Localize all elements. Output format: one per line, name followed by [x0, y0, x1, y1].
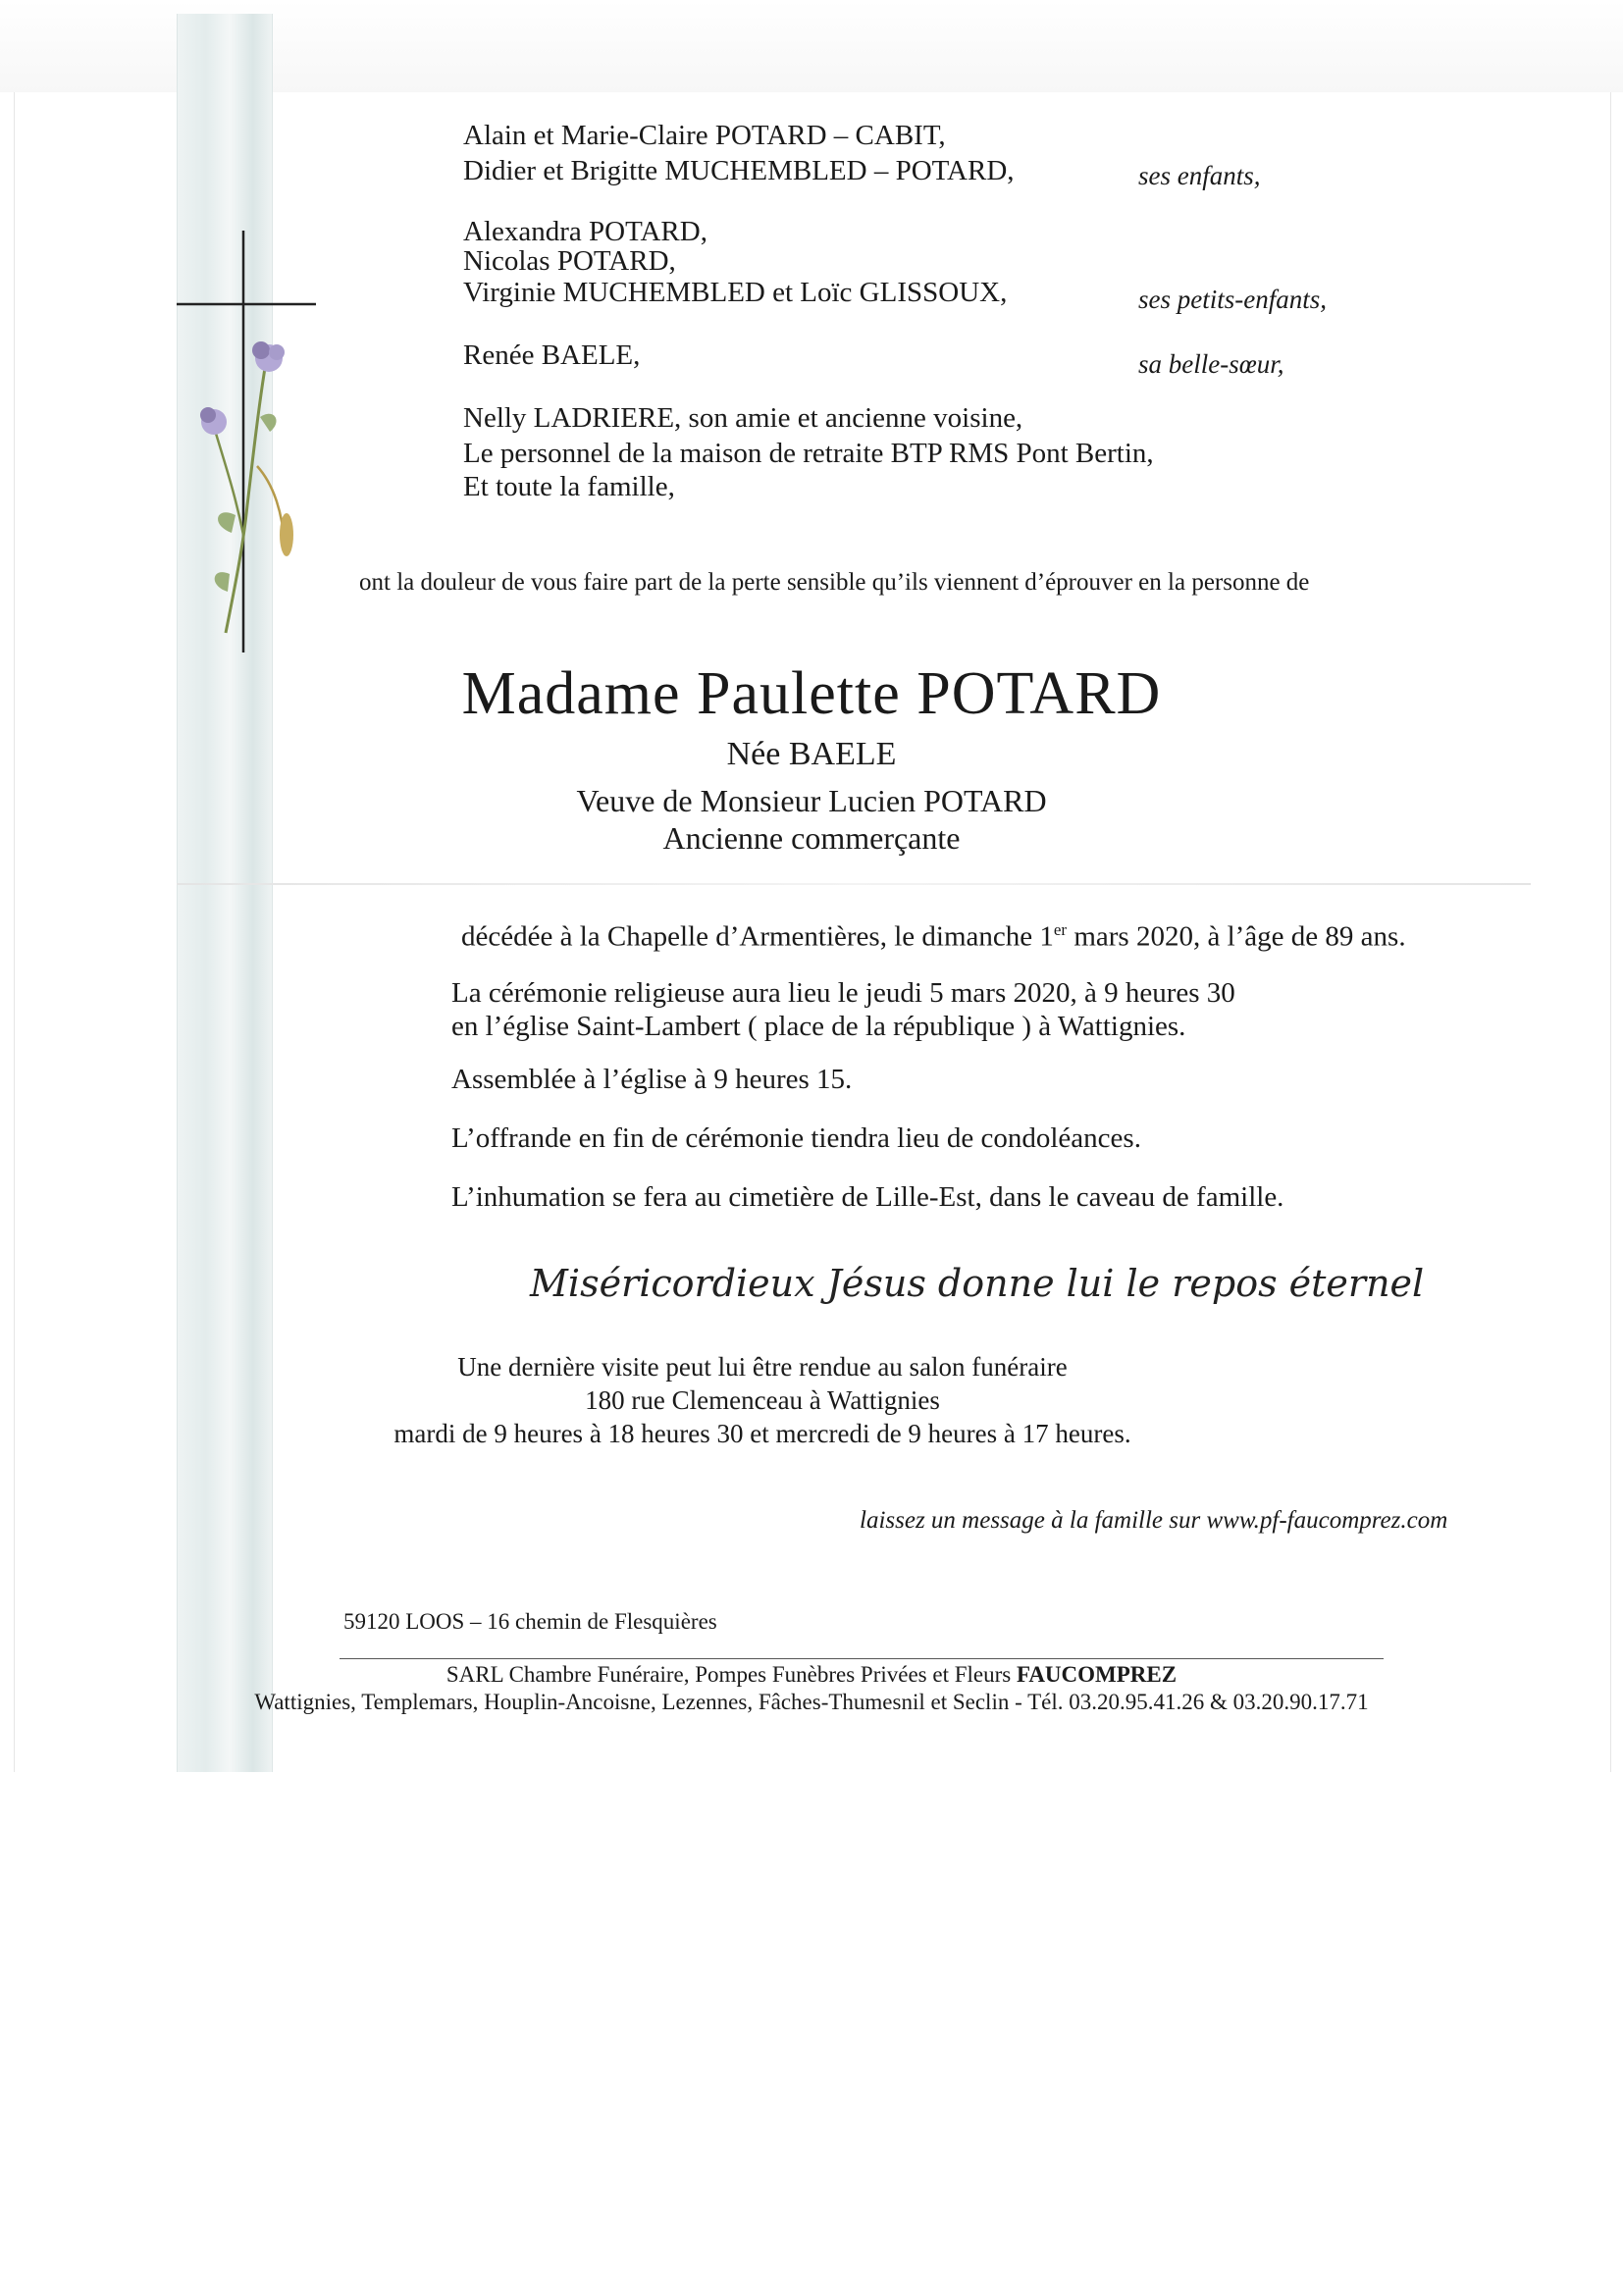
grandchildren-line-3: Virginie MUCHEMBLED et Loïc GLISSOUX, [463, 277, 1008, 308]
footer-company-b: FAUCOMPREZ [1016, 1662, 1178, 1687]
address: 59120 LOOS – 16 chemin de Flesquières [343, 1609, 717, 1634]
others-line-2: Le personnel de la maison de retraite BTP RMS Pont Bertin, [463, 438, 1154, 469]
deceased-name: Madame Paulette POTARD [461, 660, 1162, 727]
sister-in-law: Renée BAELE, [463, 339, 641, 371]
ceremony-line-2: en l’église Saint-Lambert ( place de la république ) à Wattignies. [451, 1011, 1186, 1042]
deceased-widow: Veuve de Monsieur Lucien POTARD [576, 783, 1047, 818]
message-website: laissez un message à la famille sur www.pf-faucomprez.com [860, 1507, 1448, 1534]
assembly: Assemblée à l’église à 9 heures 15. [451, 1064, 853, 1095]
footer-company [0, 1662, 1623, 1688]
deceased-maiden-name: Née BAELE [726, 736, 897, 772]
children-line-2: Didier et Brigitte MUCHEMBLED – POTARD, [463, 155, 1015, 186]
offering: L’offrande en fin de cérémonie tiendra lieu de condoléances. [451, 1122, 1141, 1154]
footer-company-a: SARL Chambre Funéraire, Pompes Funèbres Privées et Fleurs [445, 1662, 1017, 1687]
others-line-1: Nelly LADRIERE, son amie et ancienne voisine, [463, 402, 1023, 434]
deceased-profession: Ancienne commerçante [662, 820, 961, 856]
visit-line-3: mardi de 9 heures à 18 heures 30 et mercredi de 9 heures à 17 heures. [393, 1419, 1131, 1448]
visit-line-1: Une dernière visite peut lui être rendue au salon funéraire [457, 1352, 1068, 1382]
announcement: ont la douleur de vous faire part de la perte sensible qu’ils viennent d’éprouver en la personne de [359, 569, 1310, 596]
ceremony-line-1: La cérémonie religieuse aura lieu le jeudi 5 mars 2020, à 9 heures 30 [451, 977, 1235, 1009]
death-details [461, 920, 1406, 954]
fold-line [177, 883, 1531, 885]
grandchildren-line-2: Nicolas POTARD, [463, 245, 676, 277]
footer-divider [340, 1658, 1384, 1659]
children-line-1: Alain et Marie-Claire POTARD – CABIT, [463, 120, 946, 151]
death-details-b: mars 2020, à l’âge de 89 ans. [1067, 920, 1406, 953]
visit-line-2: 180 rue Clemenceau à Wattignies [585, 1385, 940, 1415]
others-line-3: Et toute la famille, [463, 471, 675, 502]
grandchildren-line-1: Alexandra POTARD, [463, 216, 707, 247]
burial: L’inhumation se fera au cimetière de Lille-Est, dans le caveau de famille. [451, 1181, 1284, 1213]
children-role: ses enfants, [1138, 161, 1261, 190]
prayer: Miséricordieux Jésus donne lui le repos éternel [530, 1262, 1425, 1305]
sister-in-law-role: sa belle-sœur, [1138, 349, 1284, 379]
cross-with-flowers-icon [167, 221, 334, 662]
footer-towns: Wattignies, Templemars, Houplin-Ancoisne, Lezennes, Fâches-Thumesnil et Seclin - Tél. 03.20.95.41.26 & 03.20.90.17.71 [254, 1690, 1369, 1714]
grandchildren-role: ses petits-enfants, [1138, 285, 1327, 314]
death-details-a: décédée à la Chapelle d’Armentières, le dimanche 1 [461, 920, 1054, 953]
death-details-sup: er [1053, 920, 1068, 939]
